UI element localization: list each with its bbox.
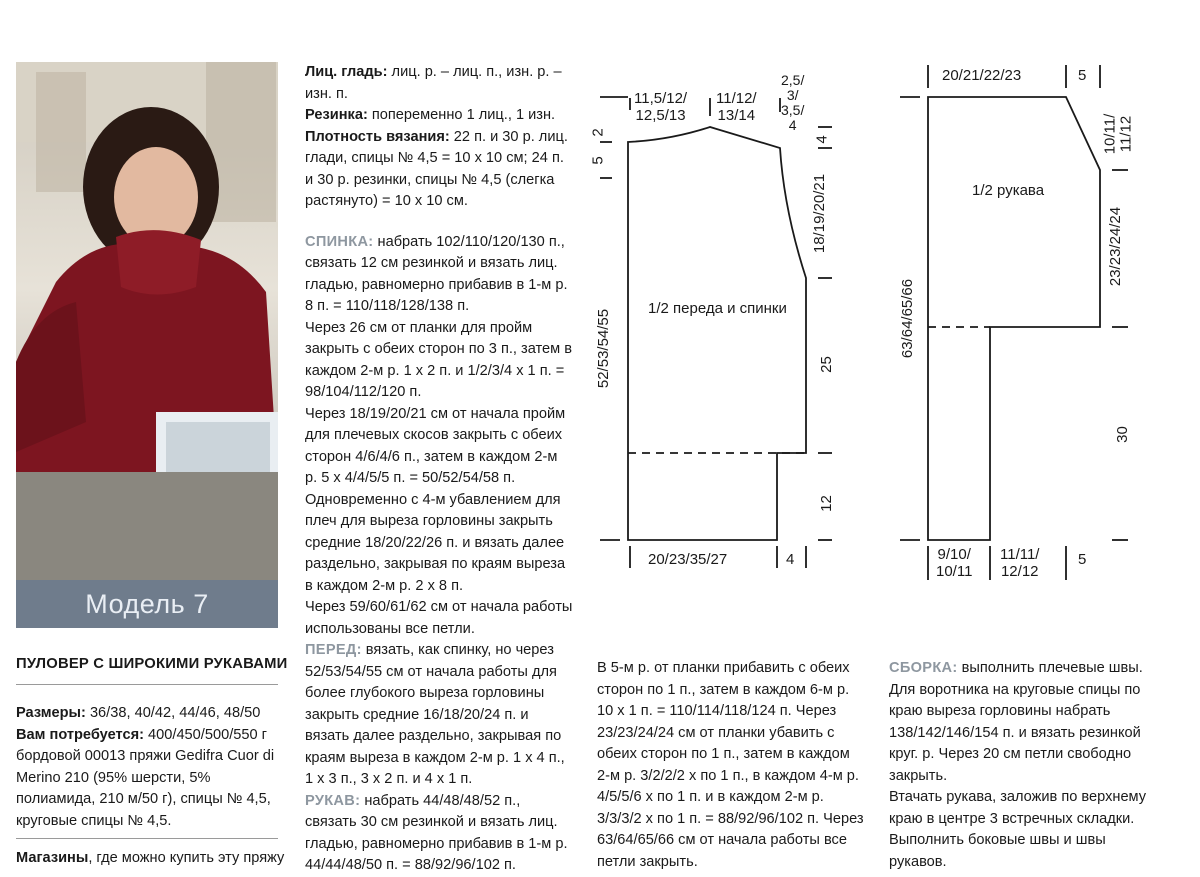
cuff-dim: 30 bbox=[1113, 426, 1131, 443]
back-text-4: Одновременно с 4-м убавлением для плеч для выреза горловины закрыть средние 18/20/22/26 п. и вязать далее раздельно, закрывая по краям выреза в каждом 2-м р. 2 х 8 п. bbox=[305, 491, 566, 594]
assembly-text: выполнить плечевые швы. Для воротника на круговые спицы по краю выреза горловины набрать 138/142/146/154 п. и вязать резинкой круг. р. Через 20 см петли свободно закрыть. bbox=[889, 660, 1143, 784]
neck-width-dim: 11,5/12/ 12,5/13 bbox=[634, 90, 688, 124]
need-value: 400/450/500/550 г бордовой 00013 пряжи Gedifra Cuor di Merino 210 (95% шерсти, 5% полиамида, 210 м/50 г), спицы № 4,5, круговые спицы № 4,5. bbox=[16, 726, 275, 829]
shops-label: Магазины bbox=[16, 850, 89, 866]
sleeve-upper-dim: 23/23/24/24 bbox=[1107, 206, 1125, 287]
back-text-3: Через 18/19/20/21 см от начала пройм для плечевых скосов закрыть с обеих сторон 4/6/4/6 п., затем в каждом 2-м р. 5 х 4/4/5/5 п. = 50/52/54/58 п. bbox=[305, 405, 566, 486]
pattern-title: ПУЛОВЕР С ШИРОКИМИ РУКАВАМИ bbox=[16, 656, 288, 672]
total-length-dim: 52/53/54/55 bbox=[595, 308, 613, 389]
sleeve-heading: РУКАВ: bbox=[305, 792, 361, 809]
front-text: вязать, как спинку, но через 52/53/54/55 см от начала работы для более глубокого выреза горловины закрыть средние 16/18/20/24 п. и вязать далее раздельно, закрывая по краям выреза в каждом 2-м р. 1 х 4 п., 1 х 3 п., 3 х 2 п. и 4 х 1 п. bbox=[305, 642, 565, 787]
sleeve-total-dim: 63/64/65/66 bbox=[899, 278, 917, 359]
back-text-1: набрать 102/110/120/130 п., связать 12 см резинкой и вязать лиц. гладью, равномерно прибавив в 1-м р. 8 п. = 110/118/128/138 п. bbox=[305, 233, 568, 314]
sizes-value: 36/38, 40/42, 44/46, 48/50 bbox=[85, 705, 261, 721]
back-heading: СПИНКА: bbox=[305, 233, 374, 250]
shoulder-slope-dim: 2,5/ 3/ 3,5/ 4 bbox=[781, 72, 805, 133]
bottom-width-dim: 20/23/35/27 bbox=[648, 551, 728, 568]
sleeve-bottom-2-dim: 11/11/ 12/12 bbox=[1000, 546, 1040, 580]
front-back-label: 1/2 переда и спинки bbox=[648, 300, 787, 317]
front-heading: ПЕРЕД: bbox=[305, 642, 362, 658]
dim-2: 2 bbox=[589, 128, 607, 137]
back-text-2: Через 26 см от планки для пройм закрыть с обеих сторон по 3 п., затем в каждом 2-м р. 1 х 2 п. и 1/2/3/4 х 1 п. = 98/104/112/120 п. bbox=[305, 319, 572, 400]
rib-label: Резинка: bbox=[305, 107, 368, 123]
shops-value: , где можно купить эту пряжу bbox=[88, 850, 285, 866]
smooth-value: лиц. р. – лиц. п., изн. р. – изн. п. bbox=[305, 64, 562, 102]
gauge-value: 22 п. и 30 р. лиц. глади, спицы № 4,5 = 10 х 10 см; 24 п. и 30 р. резинки, спицы № 4,5 (слегка растянуто) = 10 х 10 см. bbox=[305, 128, 568, 209]
bottom-4-dim: 4 bbox=[786, 551, 795, 568]
smooth-label: Лиц. гладь: bbox=[305, 64, 388, 80]
sleeve-bottom-1-dim: 9/10/ 10/11 bbox=[936, 546, 973, 580]
shoulder-width-dim: 11/12/ 13/14 bbox=[716, 90, 757, 124]
front-back-schematic bbox=[600, 97, 832, 568]
dim-5: 5 bbox=[589, 156, 607, 165]
gauge-label: Плотность вязания: bbox=[305, 128, 450, 145]
sleeve-schematic bbox=[900, 65, 1128, 580]
rib-value: попеременно 1 лиц., 1 изн. bbox=[367, 107, 556, 123]
sleeve-cap-dim: 10/11/ 11/12 bbox=[1101, 113, 1135, 155]
dim-25: 25 bbox=[817, 356, 835, 373]
sleeve-text: набрать 44/48/48/52 п., связать 30 см резинкой и вязать лиц. гладью, равномерно прибавив в 1-м р. 44/44/48/50 п. = 88/92/96/102 п. bbox=[305, 792, 568, 873]
photo-caption: Модель 7 bbox=[16, 580, 278, 628]
sleeve-bottom-3-dim: 5 bbox=[1078, 551, 1087, 568]
armhole-dim: 18/19/20/21 bbox=[811, 173, 829, 254]
back-text-5: Через 59/60/61/62 см от начала работы использованы все петли. bbox=[305, 599, 573, 637]
assembly-heading: СБОРКА: bbox=[889, 660, 958, 676]
sleeve-top-5-dim: 5 bbox=[1078, 67, 1087, 84]
sleeve-continued: В 5-м р. от планки прибавить с обеих сторон по 1 п., затем в каждом 6-м р. 10 х 1 п. = 110/114/118/124 п. Через 23/23/24/24 см от планки убавить с обеих сторон по 1 п., затем в каждом 2-м р. 3/2/2/2 х по 1 п., в каждом 4-м р. 4/5/5/6 х по 1 п. и в каждом 2-м р. 3/3/3/2 х по 1 п. = 88/92/96/102 п. Через 63/64/65/66 см от начала работы все петли закрыть. bbox=[597, 660, 864, 870]
assembly-text-2: Втачать рукава, заложив по верхнему краю в центре 3 встречных складки. Выполнить боковые швы и швы рукавов. bbox=[889, 789, 1147, 870]
sizes-label: Размеры: bbox=[16, 705, 86, 721]
sleeve-top-width-dim: 20/21/22/23 bbox=[942, 67, 1022, 84]
dim-12: 12 bbox=[817, 495, 835, 512]
sleeve-label: 1/2 рукава bbox=[972, 182, 1045, 199]
dim-4: 4 bbox=[813, 135, 831, 144]
need-label: Вам потребуется: bbox=[16, 726, 144, 743]
